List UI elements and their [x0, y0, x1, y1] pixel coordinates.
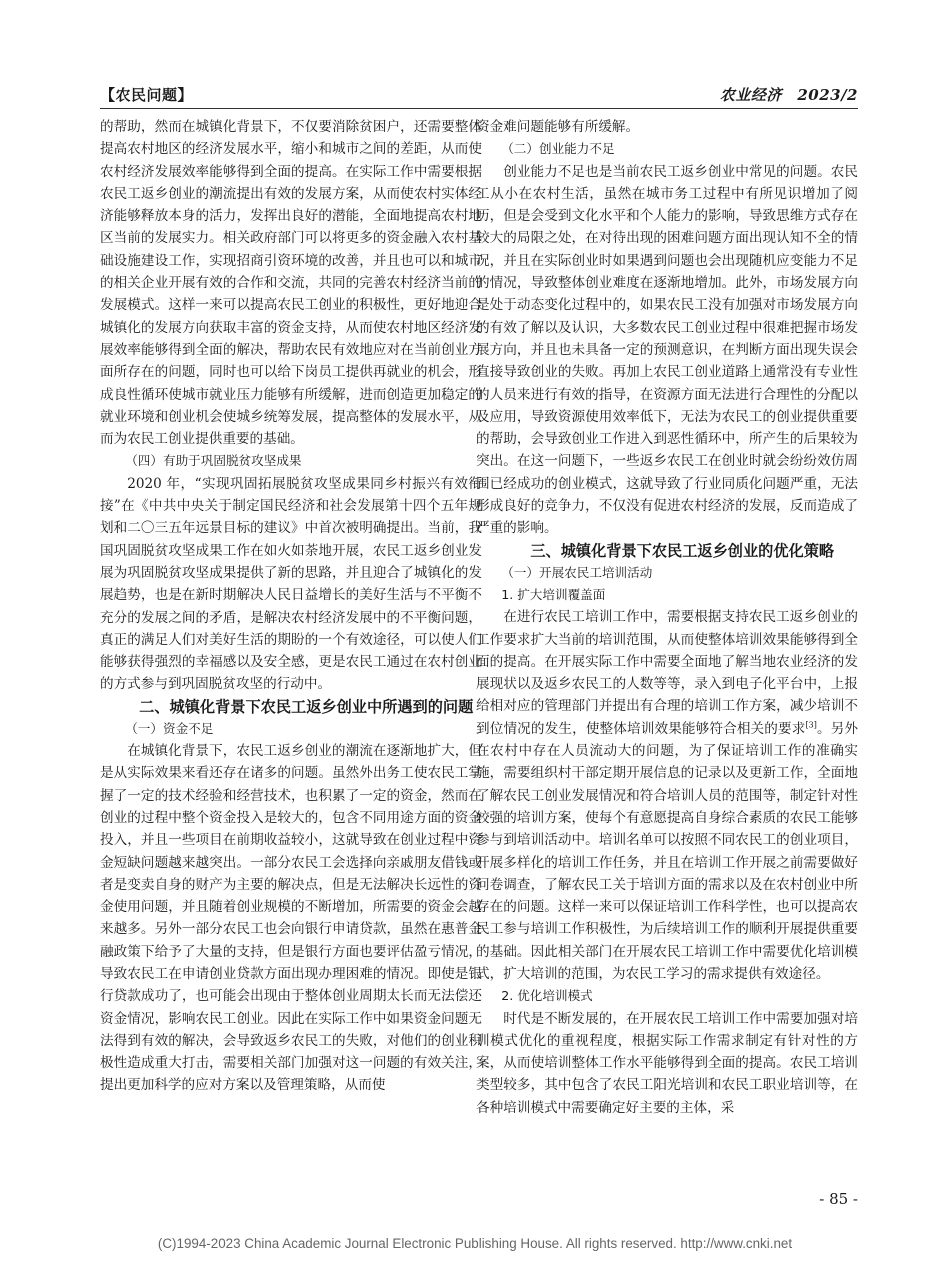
item-heading: 2. 优化培训模式	[501, 988, 593, 1004]
item-heading: 1. 扩大培训覆盖面	[501, 586, 606, 602]
paragraph-text: 在进行农民工培训工作中，需要根据支持农民工返乡创业的工作要求扩大当前的培训范围，从而使整体培训效果能够得到全面的提高。在开展实际工作中需要全面地了解当地农业经济的发展现状以及返乡农民工的人数等等，录入到电子化平台中，上报给相对应的管理部门并提出有合理的培训工作方案，减少培训不到位情况的发生，使整体培训效果能够符合相关的要求	[476, 609, 858, 737]
subsection-heading: （二）创业能力不足	[501, 141, 615, 157]
paragraph: 2020 年，“实现巩固拓展脱贫攻坚成果同乡村振兴有效衔接”在《中共中央关于制定国民经济和社会发展第十四个五年规划和二〇三五年远景目标的建议》中首次被明确提出。当前，我国巩固脱贫攻坚成果工作在如火如荼地开展，农民工返乡创业发展为巩固脱贫攻坚成果提供了新的思路，并且迎合了城镇化的发展趋势，也是在新时期解决人民日益增长的美好生活与不平衡不充分的发展之间的矛盾，是解决农村经济发展中的不平衡问题，真正的满足人们对美好生活的期盼的一个有效途径，可以使人们能够获得强烈的幸福感以及安全感，更是农民工通过在农村创业的方式参与到巩固脱贫攻坚的行动中。	[100, 475, 482, 693]
paragraph: 创业能力不足也是当前农民工返乡创业中常见的问题。农民工从小在农村生活，虽然在城市务工过程中有所见识增加了阅历，但是会受到文化水平和个人能力的影响，导致思维方式存在较大的局限之处，在对待出现的困难问题方面出现认知不全的情况，并且在实际创业时如果遇到问题也会出现随机应变能力不足的情况，导致整体创业难度在逐渐地增加。此外，市场发展方向是处于动态变化过程中的，如果农民工没有加强对市场发展方向的有效了解以及认识，大多数农民工创业过程中很难把握市场发展方向，并且也未具备一定的预测意识，在判断方面出现失误会直接导致创业的失败。再加上农民工创业道路上通常没有专业性的人员来进行有效的指导，在资源方面无法进行合理性的分配以及应用，导致资源使用效率低下，无法为农民工的创业提供重要的帮助，会导致创业工作进入到恶性循环中，所产生的后果较为突出。在这一问题下，一些返乡农民工在创业时就会纷纷效仿周围已经成功的创业模式，这就导致了行业同质化问题严重，无法形成良好的竞争力，不仅没有促进农村经济的发展，反而造成了严重的影响。	[476, 163, 858, 537]
section-heading: 三、城镇化背景下农民工返乡创业的优化策略	[530, 541, 835, 560]
header-rule	[100, 108, 858, 109]
journal-section-label: 【农民问题】	[100, 86, 194, 104]
subsection-heading: （一）资金不足	[125, 720, 214, 736]
subsection-heading: （一）开展农民工培训活动	[501, 564, 653, 580]
section-heading: 二、城镇化背景下农民工返乡创业中所遇到的问题	[139, 697, 474, 716]
citation-ref: [3]	[805, 720, 817, 730]
copyright-footer: (C)1994-2023 China Academic Journal Electronic Publishing House. All rights reserved. http://www.cnki.net	[157, 1236, 793, 1251]
page-number: - 85 -	[819, 1190, 858, 1208]
paragraph-text: 。另外在农村中存在人员流动大的问题，为了保证培训工作的准确实施，需要组织村干部定期开展信息的记录以及更新工作，全面地了解农民工创业发展情况和符合培训人员的范围等，制定针对性较强的培训方案，使每个有意愿提高自身综合素质的农民工能够参与到培训活动中。培训名单可以按照不同农民工的创业项目，开展多样化的培训工作任务，并且在培训工作开展之前需要做好问卷调查，了解农民工关于培训方面的需求以及在农村创业中所存在的问题。这样一来可以保证培训工作科学性，也可以提高农民工参与培训工作积极性，为后续培训工作的顺利开展提供重要的基础。因此相关部门在开展农民工培训工作中需要优化培训模式，扩大培训的范围，为农民工学习的需求提供有效途径。	[476, 720, 858, 982]
paragraph	[476, 606, 858, 985]
subsection-heading: （四）有助于巩固脱贫攻坚成果	[125, 453, 302, 469]
paragraph: 时代是不断发展的，在开展农民工培训工作中需要加强对培训模式优化的重视程度，根据实际工作需求制定有针对性的方案，从而使培训整体工作水平能够得到全面的提高。农民工培训类型较多，其中包含了农民工阳光培训和农民工职业培训等，在各种培训模式中需要确定好主要的主体，采	[476, 1010, 858, 1116]
paragraph: 在城镇化背景下，农民工返乡创业的潮流在逐渐地扩大，但是从实际效果来看还存在诸多的问题。虽然外出务工使农民工掌握了一定的技术经验和经营技术，也积累了一定的资金，然而在创业的过程中整个资金投入是较大的，包含不同用途方面的资金投入，并且一些项目在前期收益较小，这就导致在创业过程中资金短缺问题越来越突出。一部分农民工会选择向亲戚朋友借钱或者是变卖自身的财产为主要的解决点，但是无法解决长远性的资金使用问题，并且随着创业规模的不断增加，所需要的资金会越来越多。另外一部分农民工也会向银行申请贷款，虽然在惠普金融政策下给予了大量的支持，但是银行方面也要评估盈亏情况，导致农民工在申请创业贷款方面出现办理困难的情况。即使是银行贷款成功了，也可能会出现由于整体创业周期太长而无法偿还资金情况，影响农民工创业。因此在实际工作中如果资金问题无法得到有效的解决，会导致返乡农民工的失败，对他们的创业积极性造成重大打击，需要相关部门加强对这一问题的有效关注，提出更加科学的应对方案以及管理策略，从而使	[100, 743, 482, 1094]
paragraph: 的帮助，然而在城镇化背景下，不仅要消除贫困户，还需要整体提高农村地区的经济发展水平，缩小和城市之间的差距，从而使农村经济发展效率能够得到全面的提高。在实际工作中需要根据农民工返乡创业的潮流提出有效的发展方案，从而使农村实体经济能够释放本身的活力，发挥出良好的潜能，全面地提高农村地区当前的发展实力。相关政府部门可以将更多的资金融入农村基础设施建设工作，实现招商引资环境的改善，并且也可以和城市的相关企业开展有效的合作和交流，共同的完善农村经济当前的发展模式。这样一来可以提高农民工创业的积极性，更好地迎合城镇化的发展方向获取丰富的资金支持，从而使农村地区经济发展效率能够得到全面的解决，帮助农民有效地应对在当前创业方面所存在的问题，同时也可以给下岗员工提供再就业的机会，形成良性循环使城市就业压力能够有所缓解，进而创造更加稳定的就业环境和创业机会使城乡统筹发展，提高整体的发展水平，从而为农民工创业提供重要的基础。	[100, 119, 482, 448]
journal-issue-label: 农业经济 2023/2	[719, 86, 858, 104]
right-column	[476, 116, 858, 1126]
paragraph: 资金难问题能够有所缓解。	[476, 119, 640, 135]
left-column	[100, 116, 482, 1126]
